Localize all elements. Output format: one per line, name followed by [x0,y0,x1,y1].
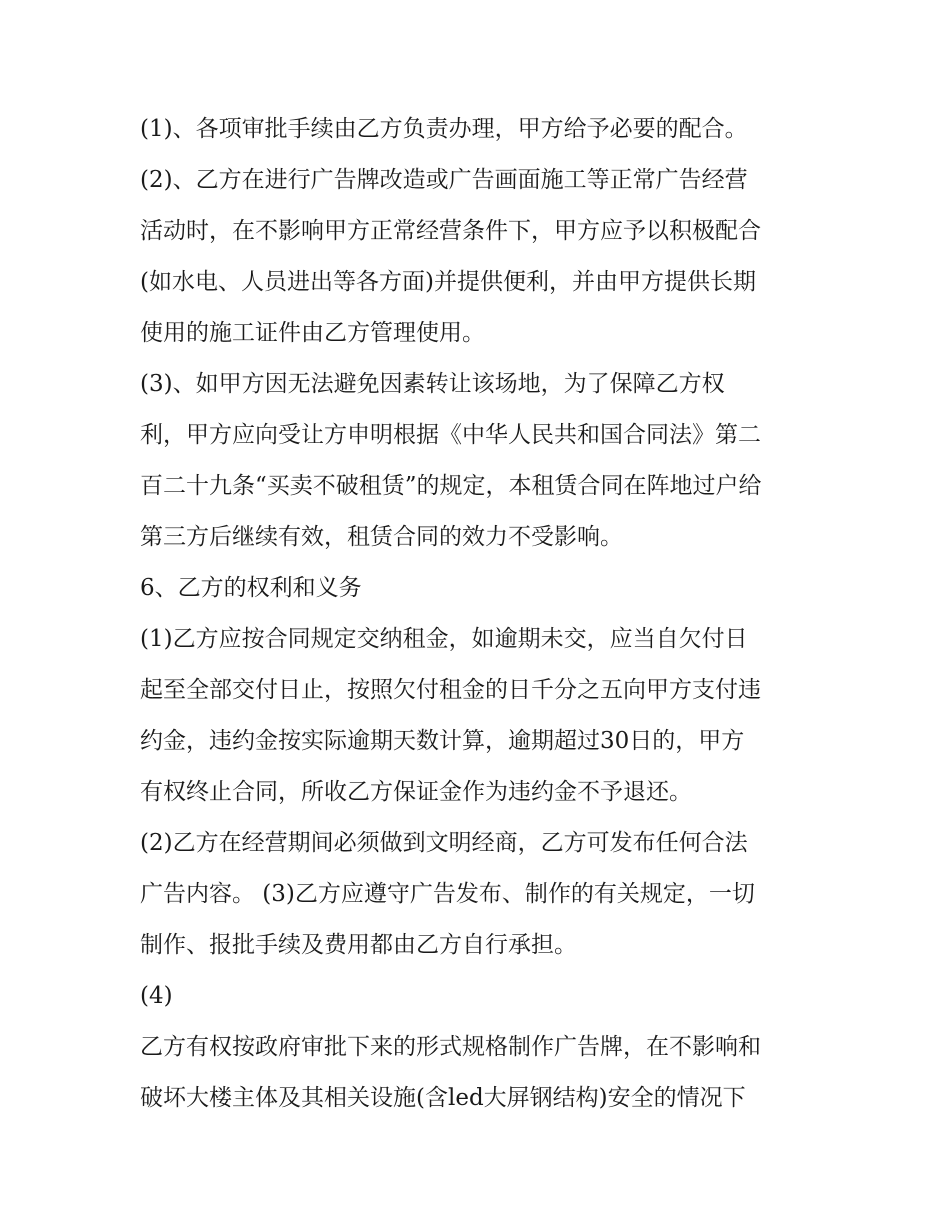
text-line: 第三方后继续有效，租赁合同的效力不受影响。 [140,524,623,550]
text-line: 利，甲方应向受让方申明根据《中华人民共和国合同法》第二 [140,422,761,448]
text-line: (如水电、人员进出等各方面)并提供便利，并由甲方提供长期 [140,269,756,295]
text-line: 破坏大楼主体及其相关设施(含led大屏钢结构)安全的情况下 [140,1085,746,1111]
text-line: (2)乙方在经营期间必须做到文明经商，乙方可发布任何合法 [140,830,748,856]
text-line: 乙方有权按政府审批下来的形式规格制作广告牌，在不影响和 [140,1034,761,1060]
text-line: (3)、如甲方因无法避免因素转让该场地，为了保障乙方权 [140,371,725,397]
text-line: 百二十九条“买卖不破租赁”的规定，本租赁合同在阵地过户给 [140,473,762,499]
document-page [140,104,820,1124]
text-line: 制作、报批手续及费用都由乙方自行承担。 [140,932,577,958]
text-line: 起至全部交付日止，按照欠付租金的日千分之五向甲方支付违 [140,677,761,703]
text-line: 活动时，在不影响甲方正常经营条件下，甲方应予以积极配合 [140,218,761,244]
text-line: 使用的施工证件由乙方管理使用。 [140,320,485,346]
text-line: (2)、乙方在进行广告牌改造或广告画面施工等正常广告经营 [140,167,748,193]
text-line: 约金，违约金按实际逾期天数计算，逾期超过30日的，甲方 [140,728,745,754]
text-line: 广告内容。 (3)乙方应遵守广告发布、制作的有关规定，一切 [140,881,755,907]
text-line: (1)、各项审批手续由乙方负责办理，甲方给予必要的配合。 [140,116,748,142]
text-line: 有权终止合同，所收乙方保证金作为违约金不予退还。 [140,779,692,805]
text-line: (1)乙方应按合同规定交纳租金，如逾期未交，应当自欠付日 [140,626,748,652]
text-line: (4) [140,983,173,1009]
section-heading: 6、乙方的权利和义务 [140,575,362,601]
